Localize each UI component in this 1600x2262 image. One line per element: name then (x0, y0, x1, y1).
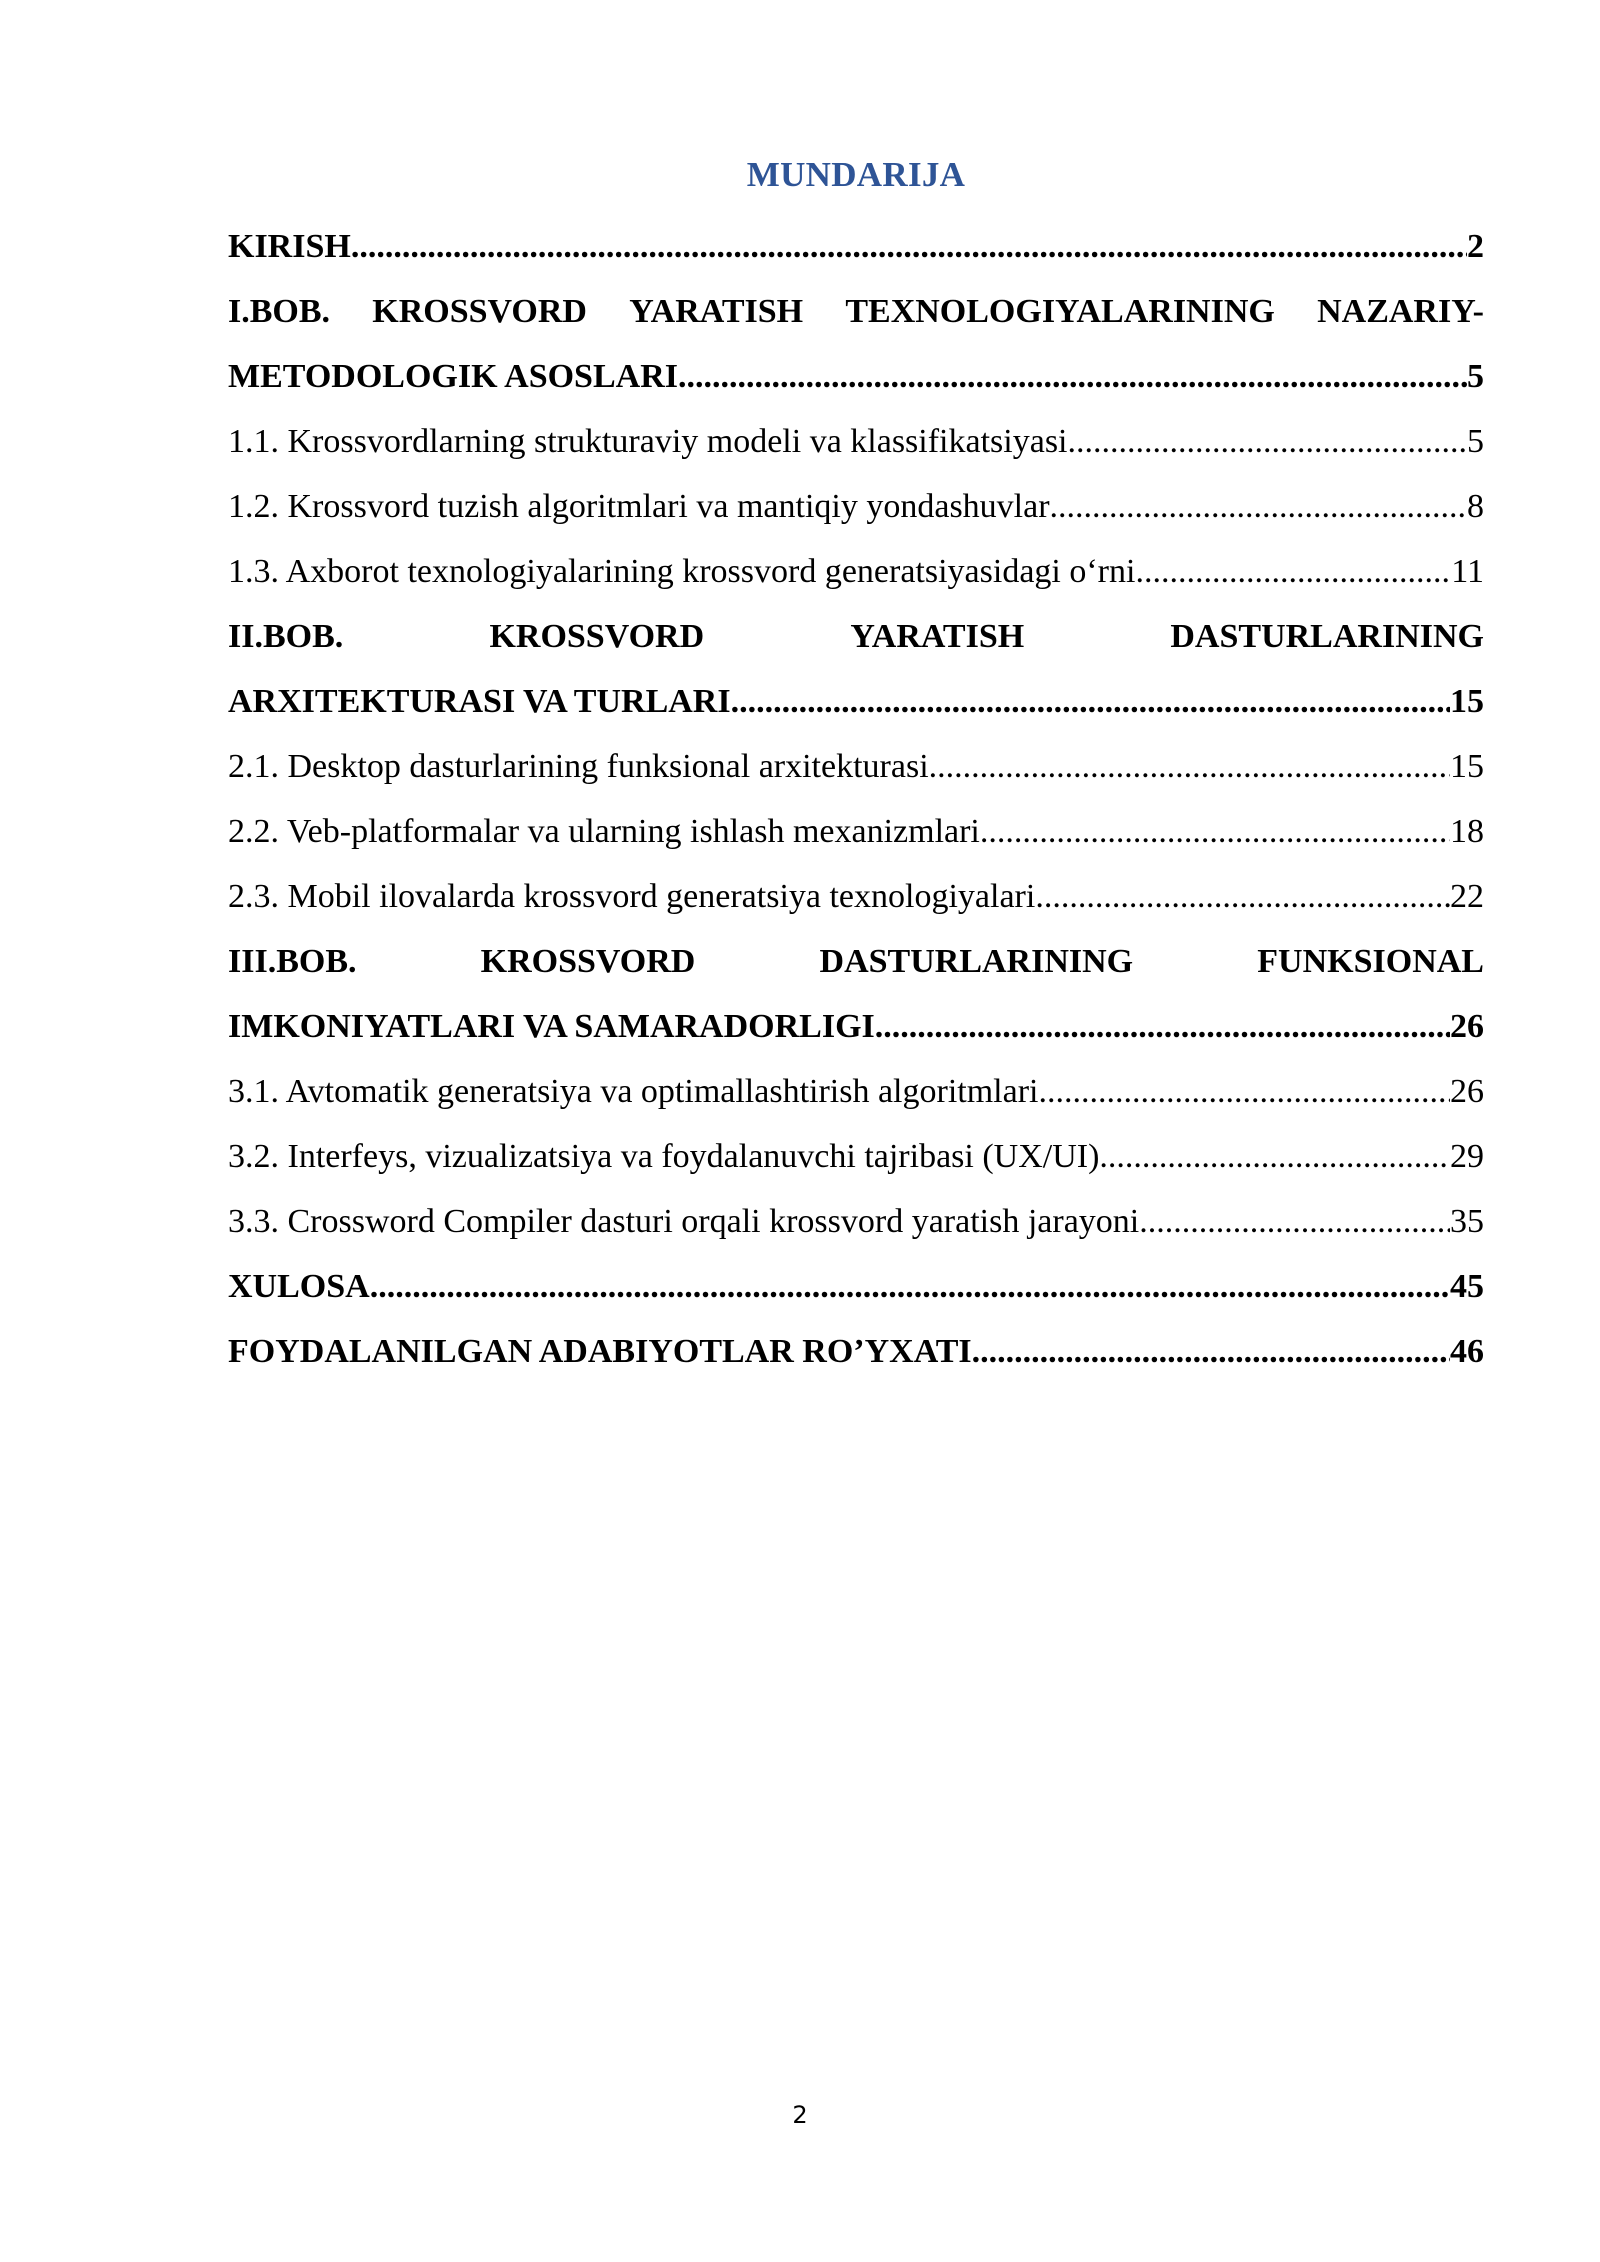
dot-leader (731, 669, 1450, 734)
toc-entry-label: 2.3. Mobil ilovalarda krossvord generatsiya texnologiyalari (228, 878, 1036, 915)
toc-title: MUNDARIJA (746, 155, 966, 194)
toc-word: II.BOB. (228, 618, 344, 655)
toc-entry-bob3-line1[interactable] (228, 929, 1484, 994)
dot-leader (929, 734, 1450, 799)
toc-entry-label: ARXITEKTURASI VA TURLARI (228, 683, 731, 720)
toc-entry-2-1[interactable] (228, 734, 1484, 799)
toc-entry-adabiyotlar[interactable] (228, 1319, 1484, 1384)
dot-leader (1068, 409, 1468, 474)
page-footer-number: 2 (792, 2101, 808, 2129)
toc-word: FUNKSIONAL (1257, 943, 1484, 980)
toc-entry-bob1-line2[interactable] (228, 344, 1484, 409)
toc-page-number: 35 (1450, 1203, 1484, 1240)
toc-page-number: 5 (1467, 423, 1484, 460)
toc-word: DASTURLARINING (819, 943, 1134, 980)
toc-page-number: 11 (1451, 553, 1484, 590)
toc-entry-bob2-line2[interactable] (228, 669, 1484, 734)
toc-entry-3-3[interactable] (228, 1189, 1484, 1254)
toc-word: TEXNOLOGIYALARINING (845, 293, 1275, 330)
toc-page-number: 29 (1450, 1138, 1484, 1175)
toc-entry-1-2[interactable] (228, 474, 1484, 539)
toc-entry-bob1-line1[interactable] (228, 279, 1484, 344)
toc-word: YARATISH (850, 618, 1025, 655)
toc-entry-xulosa[interactable] (228, 1254, 1484, 1319)
toc-entry-label: FOYDALANILGAN ADABIYOTLAR RO’YXATI (228, 1333, 972, 1370)
toc-entry-label: 2.2. Veb-platformalar va ularning ishlash mexanizmlari (228, 813, 980, 850)
dot-leader (370, 1254, 1450, 1319)
toc-entry-2-3[interactable] (228, 864, 1484, 929)
toc-word: KROSSVORD (489, 618, 705, 655)
toc-entry-label: 3.3. Crossword Compiler dasturi orqali krossvord yaratish jarayoni (228, 1203, 1140, 1240)
dot-leader (1038, 1059, 1450, 1124)
toc-entry-label: 3.1. Avtomatik generatsiya va optimallashtirish algoritmlari (228, 1073, 1039, 1110)
toc-entry-kirish[interactable] (228, 214, 1484, 279)
dot-leader (1050, 474, 1467, 539)
toc-entry-3-1[interactable] (228, 1059, 1484, 1124)
toc-page-number: 8 (1467, 488, 1484, 525)
toc-page-number: 26 (1450, 1008, 1484, 1045)
toc-word: III.BOB. (228, 943, 357, 980)
toc-entry-label: IMKONIYATLARI VA SAMARADORLIGI (228, 1008, 875, 1045)
toc-entry-1-3[interactable] (228, 539, 1484, 604)
dot-leader (1135, 539, 1451, 604)
table-of-contents (228, 148, 1484, 1384)
dot-leader (678, 344, 1467, 409)
dot-leader (1139, 1189, 1450, 1254)
toc-page-number: 2 (1467, 228, 1484, 265)
toc-entry-2-2[interactable] (228, 799, 1484, 864)
toc-entry-label: 3.2. Interfeys, vizualizatsiya va foydalanuvchi tajribasi (UX/UI) (228, 1138, 1100, 1175)
toc-word: KROSSVORD (372, 293, 587, 330)
toc-entry-label: 2.1. Desktop dasturlarining funksional arxitekturasi (228, 748, 929, 785)
toc-word: I.BOB. (228, 293, 331, 330)
toc-entry-label: METODOLOGIK ASOSLARI (228, 358, 678, 395)
toc-page-number: 46 (1450, 1333, 1484, 1370)
toc-word: YARATISH (629, 293, 804, 330)
toc-page-number: 26 (1450, 1073, 1484, 1110)
dot-leader (972, 1319, 1450, 1384)
toc-entry-bob2-line1[interactable] (228, 604, 1484, 669)
toc-page-number: 15 (1450, 683, 1484, 720)
toc-page-number: 5 (1467, 358, 1484, 395)
toc-entry-label: KIRISH (228, 228, 351, 265)
toc-entry-label: 1.2. Krossvord tuzish algoritmlari va mantiqiy yondashuvlar (228, 488, 1050, 525)
dot-leader (351, 214, 1467, 279)
toc-page-number: 22 (1450, 878, 1484, 915)
dot-leader (980, 799, 1450, 864)
toc-entry-bob3-line2[interactable] (228, 994, 1484, 1059)
dot-leader (1035, 864, 1450, 929)
toc-word: KROSSVORD (480, 943, 696, 980)
toc-entry-label: 1.1. Krossvordlarning strukturaviy modeli va klassifikatsiyasi (228, 423, 1068, 460)
toc-entry-3-2[interactable] (228, 1124, 1484, 1189)
dot-leader (1099, 1124, 1450, 1189)
toc-entry-1-1[interactable] (228, 409, 1484, 474)
toc-word: NAZARIY- (1317, 293, 1484, 330)
toc-entry-label: XULOSA (228, 1268, 370, 1305)
toc-entry-label: 1.3. Axborot texnologiyalarining krossvord generatsiyasidagi o‘rni (228, 553, 1136, 590)
toc-page-number: 15 (1450, 748, 1484, 785)
toc-word: DASTURLARINING (1170, 618, 1484, 655)
toc-page-number: 45 (1450, 1268, 1484, 1305)
toc-page-number: 18 (1450, 813, 1484, 850)
dot-leader (875, 994, 1450, 1059)
